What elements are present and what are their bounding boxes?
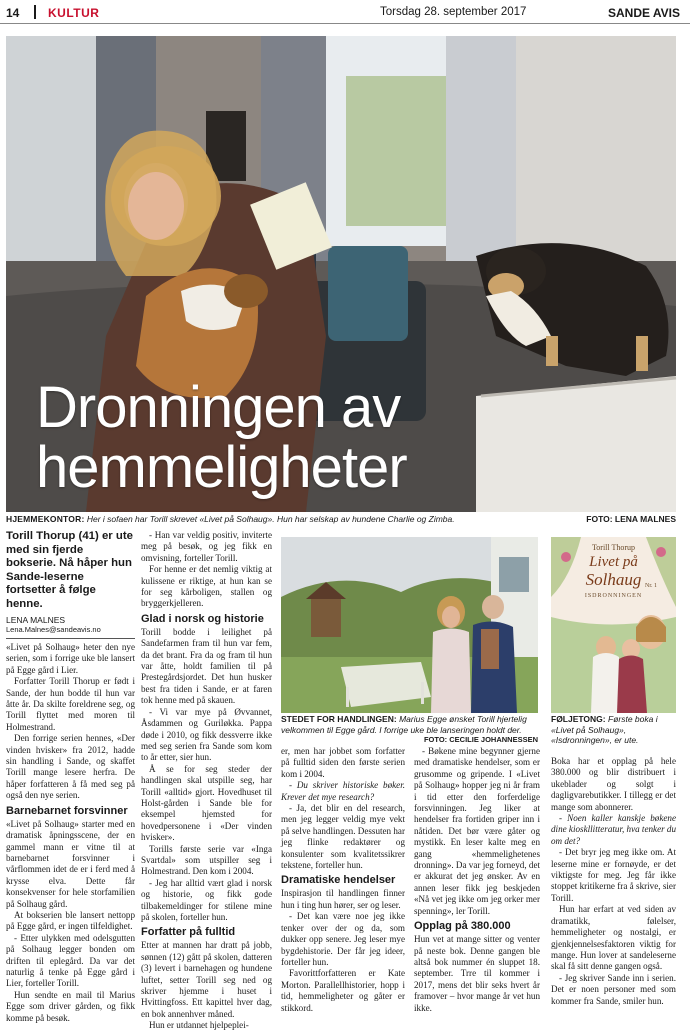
subheading: Barnebarnet forsvinner: [6, 804, 128, 817]
question: - Du skriver historiske bøker. Krever det mye research?: [281, 780, 405, 802]
ingress: Torill Thorup (41) er ute med sin fjerde bokserie. Nå håper hun Sande-leserne fortsetter å følge henne.: [6, 530, 133, 610]
issue-date: Torsdag 28. september 2017: [380, 6, 527, 18]
caption-kicker: FØLJETONG:: [551, 714, 606, 724]
paragraph: For henne er det nemlig viktig at kulissene er riktige, at hun kan se for seg kårboligen, stallen og bryggerkjelleren.: [141, 564, 272, 609]
article-column-5: [551, 756, 676, 1007]
question: - Noen kaller kanskje bøkene dine kioskllitteratur, hva tenker du om det?: [551, 813, 677, 846]
caption-text: Her i sofaen har Torill skrevet «Livet på Solhaug». Hun har selskap av hundene Charlie og Zimba.: [86, 514, 455, 524]
caption-text: Marius Egge ønsket Torill hjertelig velkommen til Egge gård. I forrige uke ble lanseringen holdt der.: [281, 714, 527, 735]
article-column-1: [6, 530, 135, 1024]
paragraph: - Jeg har alltid vært glad i norsk og historie, og fikk gode tilbakemeldinger for stilene mine på skolen, forteller hun.: [141, 877, 272, 922]
paragraph: - Han var veldig positiv, inviterte meg på besøk, og jeg fikk en omvisning, forteller Torill.: [141, 530, 272, 563]
page-number: 14: [6, 6, 20, 20]
paragraph: Forfatter Torill Thorup er født i Sande, der hun bodde til hun var åtte år. Da skilte foreldrene seg, og Torill flyttet med moren til Holmestrand.: [6, 676, 135, 732]
book-cover: [551, 537, 676, 713]
article-column-2: [141, 530, 272, 1032]
paragraph: - Vi var mye på Øvvannet, Åsdammen og Guriløkka. Pappa døde i 2010, og fikk dessverre ikke med seg serien fra Sande som kom to år etter, sier hun.: [141, 706, 272, 763]
photo-credit: FOTO: CECILIE JOHANNESSEN: [423, 735, 538, 744]
book-title-line-2: Solhaug: [585, 570, 642, 589]
caption-kicker: HJEMMEKONTOR:: [6, 514, 85, 524]
paragraph: Hun sendte en mail til Marius Egge som driver gården, og fikk komme på besøk.: [6, 989, 135, 1023]
paragraph: Hun er utdannet hjelpeplei-: [149, 1020, 249, 1031]
paragraph: Inspirasjon til handlingen finner hun i ting hun hører, ser og leser.: [281, 888, 405, 910]
farm-photo: [281, 537, 538, 713]
paragraph: Torill bodde i leilighet på Sandefarmen fram til hun var fem, da det brant. Fra da og fram til hun var åtte, holdt familien til på Prestegårdsjordet. Det hun husker best fra tiden i Sande, er at faren tok henne med på skauen.: [141, 626, 272, 706]
paragraph: - Ja, det blir en del research, men jeg legger veldig mye vekt på selve handlingen. Dessuten har jeg flinke redaktører og konsulenter som kvalitetssikrer tekstene, forteller hun.: [281, 803, 405, 871]
paragraph: Favorittforfatteren er Kate Morton. Parallellhistorier, hopp i tid, hemmeligheter og gåter er stikkord.: [281, 968, 405, 1013]
paragraph: Hun har erfart at ved siden av dramatikk, følelser, hemmeligheter og nostalgi, er gjenkjennelsesfaktoren viktig for mange. Hun lover at sandeleserne skal få sitt denne gangen også.: [551, 904, 676, 972]
byline-rule: [6, 638, 135, 639]
paragraph: Å se for seg steder der handlingen skal utspille seg, har Torill «alltid» gjort. Hovedhuset til Holst-gården i Sande ble for eksempel hjemsted for hovedpersonene i «Der vinden hvisker».: [141, 763, 272, 843]
subheading: Forfatter på fulltid: [141, 926, 236, 939]
book-cover-caption: [551, 714, 676, 746]
main-photo: [6, 36, 676, 512]
paragraph: «Livet på Solhaug» heter den nye serien, som i forrige uke ble lansert på Egge gård i Lier.: [6, 642, 135, 675]
paragraph: - Bøkene mine begynner gjerne med dramatiske hendelser, som er grusomme og gripende. I «Livet på Solhaug» hopper jeg ni år fram i tid etter den forferdelige forsvinningen. Jeg liker at hendelser fra fortiden griper inn i nåtiden. Det bør være gåter og mystikk. En leser kalte meg en gang «hemmelighetenes dronning». Da var jeg forneyd, det er akkurat det jeg ønsker. Av en annen leser fikk jeg beskjeden «Nå vet jeg ikke om jeg orker mer spenning», ler Torill.: [414, 746, 541, 916]
book-number: Nr. 1: [645, 583, 657, 589]
paragraph: Den forrige serien hennes, «Der vinden hvisker» fra 2012, hadde sin handling i Sande, og skaffet Torill mange lesere herfra. De håper forfatteren å få med seg på også den nye serien.: [6, 733, 135, 801]
byline-name: LENA MALNES: [6, 615, 66, 625]
paragraph: - Jeg skriver Sande inn i serien. Det er noen personer med som kommer fra Sande, smiler hun.: [551, 972, 676, 1006]
book-title-line-1: Livet på: [589, 554, 638, 570]
paragraph: - Etter ulykken med odelsgutten på Solhaug legger bonden om driften til eplegård. Da var det naturlig å tenke på Egge gård i Lier, forteller Torill.: [6, 932, 135, 989]
byline-email[interactable]: Lena.Malnes@sandeavis.no: [6, 625, 101, 634]
subheading: Dramatiske hendelser: [281, 874, 396, 887]
page-header: [0, 0, 690, 26]
subheading: Opplag på 380.000: [414, 920, 511, 933]
photo-credit: FOTO: LENA MALNES: [586, 514, 676, 524]
paragraph: - Det bryr jeg meg ikke om. At leserne mine er fornøyde, er det viktigste for meg. Jeg får ikke stoppet kritikerne fra å skrive, sier Torill.: [551, 847, 676, 903]
headline-line-2: hemmeligheter: [36, 435, 407, 500]
subheading: Glad i norsk og historie: [141, 612, 264, 625]
byline: [6, 615, 135, 635]
caption-text: Første boka i «Livet på Solhaug», «Isdronningen», er ute.: [551, 714, 658, 745]
paragraph: At bokserien ble lansert nettopp på Egge gård, er ingen tilfeldighet.: [6, 909, 135, 932]
farm-photo-illustration: [281, 537, 538, 713]
farm-photo-caption: [281, 714, 538, 746]
book-subtitle: ISDRONNINGEN: [584, 593, 643, 599]
header-rule: [0, 23, 690, 24]
paragraph: Hun vet at mange sitter og venter på neste bok. Denne gangen ble altså bok nummer én sluppet 18. september. Trre til kommer i 2017, mens det blir seks hvert år framover – hvor mange år vet hun ikke.: [414, 934, 540, 1013]
paragraph: «Livet på Solhaug» starter med en dramatisk åpningsscene, der en gammel mann er vitne til at barnebarnet forsvinner i vårflommen idet de er i ferd med å krysse elva. Dette får konsekvenser for hele storfamilien på Solhaug gård.: [6, 818, 135, 909]
headline: [36, 375, 407, 500]
paragraph: Torills første serie var «Inga Svartdal» som utspiller seg i Holmestrand. Den kom i 2004.: [141, 843, 272, 877]
article-column-4: [414, 746, 540, 1014]
paragraph: Etter at mannen har dratt på jobb, sønnen (12) gått på skolen, datteren (3) levert i barnehagen og hundene luftet, setter Torill seg ned og skriver hjemme i huset i Hvittingfoss. Ett kapittel hver dag, en bok annenhver måned.: [141, 940, 272, 1019]
newspaper-brand: SANDE AVIS: [607, 6, 680, 20]
paragraph: - Det kan være noe jeg ikke tenker over der og da, som dukker opp senere. Jeg leser mye bygdehistorie. Der får jeg ideer, forteller hun.: [281, 911, 405, 967]
header-divider: [34, 5, 36, 19]
book-author: Torill Thorup: [591, 543, 636, 552]
main-photo-caption: [6, 514, 676, 524]
caption-kicker: STEDET FOR HANDLINGEN:: [281, 714, 397, 724]
section-name: KULTUR: [48, 6, 100, 20]
article-column-3: [281, 746, 405, 1014]
paragraph: Boka har et opplag på hele 380.000 og blir distribuert i ukeblader og solgt i dagligvarebutikker. I tillegg er det mange som abonnerer.: [551, 756, 676, 812]
headline-line-1: Dronningen av: [36, 375, 401, 440]
paragraph: er, men har jobbet som forfatter på fulltid siden den første serien kom i 2004.: [281, 746, 405, 779]
